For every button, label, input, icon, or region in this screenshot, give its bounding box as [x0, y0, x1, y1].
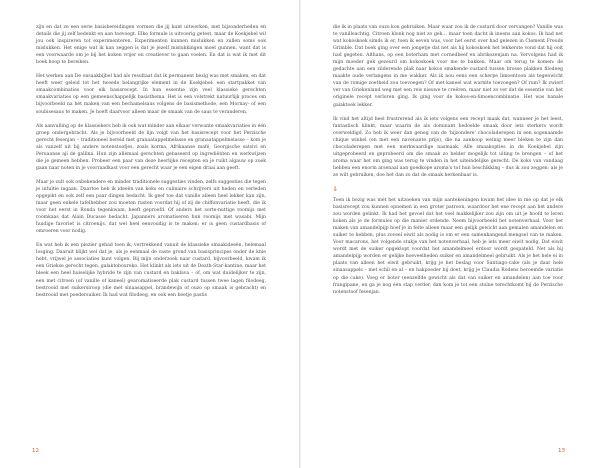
paragraph: die ik in plaats van ouzo kon gebruiken. Maar waar zou ik de custard door vervangen? Vanille was te vanilleachtig. Citroen klonk nog niet zo gek… maar toen dacht ik ineens aan kokos. Ik had net wat kokoskoek simds ik er, toen ik eeven was, voor het eerst over had gelezen in Clement Freuds Grimble. Dat boek ging over een jongetje dat net als hij kokoskoek het lekkerste vond dat hij ooit had gegeten. Althans, op een boterham met cornedbeef en abrikozenjam na. Vervolgens had ik mijn moeder gek gezeurd om kokoskoek voor me te bakken. Maar om terug te komen: de gedachte aan een zilderende plak naar kokos smakende custard tussen brosse plakken filodeeg maakte oude verlangens in me wakker. Als ik nou eens een scherpe limoentoon als tegenwicht van de romige zoetheid zou toevoegen? Of met kaneel wat warmte toevoegen? Of rum? Ik zwierf ver van Griekenland weg met een reis nieuwe te creëren, maar niet zo ver dat de essentie van het originele recept verloren ging. Ik ging voor de kokos-en-limoencombinatie. Het was banale galaktoek lekker.: [333, 25, 563, 108]
paragraph: Ik vind het altijd heel frustrerend als ik iets volgens een recept maak dat, wanneer je het leest, fantastisch klinkt, maar waarin de als dominant bedoelde smaak door iets sterkers wordt overweldigd. Zo heb ik weer dan geneg van de 'bijzondere' chocoladerepen in een sogenaamde chique winkel (en met een navenante prijs), die na aankoop weinig meer bleken te zijn dan chocoladerepen met een merkwaardige nasmaak. Alle smaakopties in de Koekjebel zijn uitgeprobeerd en geprobeerd om die smaak zo helder mogelijk tot uiting te brengen – of het aroma waar het om ging was terug te vinden in het uiteindelijke gerecht. De koks van vandaag hebben een enorm arsenaal aan goedkope aroma's tot hun beschikking – dus ik zou zeggen: als je ze wilt gebruiken, doe het dan zo dat de smaak herkenbaar is.: [333, 116, 563, 178]
paragraph: Maar je zult ook onbekendere en minder traditionele suggesties vinden, zelfs suggesties die tegen je intuïtie ingaan. Daartoe heb ik ideeën van koks en culinaire schrijvers uit heden en verleden opgepikt en ook zelf een paar dingen bedacht. Ik geef toe dat vanille alleen heel lekker kan zijn, maar geen enkele tafelhebber zou moeten rusten voordat hij of zij de chiffonvariatie heeft, die ik voor het eerst in Ronda tegenkwam, heeft geproefd. Of anders het sorte-nuttige roomijs met roomkaas dat Alain Ducasse bedacht. Japanners aromatiseren hun roomijs met wasabi. Mijn huidige favoriet is citroenijs, dat wel heel eenvoudig is te maken: er is geen custardbasis of omroeren voor nodig.: [36, 179, 266, 235]
paragraph: Als aanvulling op de klassiekers heb ik ook wat minder aan elkaar verwante smaakvariaties in één groep ondergebracht. Als je bijvoorbeeld de lijn volgt van het basisrecept voor het Perzische gerecht fesenjan – traditioneel bereid met granaatappelmelasse en granaatappelmelasse – kom je als vanzelf uit bij andere notenstoofjes, zoals korma, Afrikaanse mafé, Georgische satsivi en Peruaanse ají de gallina. Hun zijn allemaal gerechten gebaseerd op ingrediënten en werkwijzen die je gemeen hebben. Probeer een paar van deze heerlijke recepten en je ruikt algauw op zoek gaan naar noten in je voorraadkast voor een gerecht waar je een eigen draai aan geeft.: [36, 123, 266, 171]
page-number-right: 13: [558, 448, 566, 454]
paragraph: En wat heb ik een plezier gehad toen ik, vertrekkend vanuit de klassieke smaakideeën, helemaal losging. Daaruit blijkt wel dat je, als je eenmaal de vaste grond van basisprincipes onder de knie hebt, vrijwel je associaties kunt volgen. Bij mijn onderzoek naar custard, bijvoorbeeld, kwam ik een Griekse gerecht tegen, galaktoboureko. Het klinkt als iets uit de Death-Star-kantine, maar het bleek een heel huiselijke hybride te zijn van custard en baklava – of, om wat duidelijker te zijn, een met citroen (of vanille of kaneel) gearomatiseerde plak custard tussen twee lagen filodeeg, bestrooid met suikersiroop (die met sinaasappel, brandewijn of ouzo op smaak is gebracht) en bestrooid met poedersuiker. Ik had wat filodeeg, en ook een beetje pastis: [36, 243, 266, 298]
paragraph: Het werken aan De onsaakbijbel had als resultaat dat ik permanent bezig was met smaken, en dat heeft weer geleid tot het tweede belangrijke element in de Koekjebel: een startpakket van smaakcombinaties voor elk basisrecept. In hun essentie zijn veel klassieke gerechten smaakvariaties op een gemeenschappelijk basisthema. Het is een volstrekt natuurlijk proces om bijvoorbeeld na het maken van een bechamelsaus volgens de basismethode, een Mornay- of een soubisesaus te maken. Je hoeft daarvoor alleen maar de smaak van de saus te veranderen.: [36, 74, 266, 115]
paragraph: Toen ik bezig was met het uitzoeken van mijn aantekeningen kwam het idee in me op dat je elk basisrecept zou kunnen opnemen in een groter patroon, waardoor het ene recept aan het andere zou worden gelinkt. Ik had het gevoel dat het veel makkelijker zou zijn om uit je hoofd te leren koken als je de formules op die manier ordende. Neem bijvoorbeeld het notenverhaal. Voor het maken van amandelpijp hoef je in feite alleen maar een gelijk gewicht aan gemalen amandelen en suiker te hebben, plus zoveel eiwit als nodig is om er een samenhangend mengsel van te maken. Voor macarons, het volgende stukje van het notenverhaal, heb je iets meer eiwit nodig. Dat eiwit wordt met de suiker opgeklopt voordat het amandelmeel erdoor wordt gespateld. Net als bij amandelpijp worden er gelijke hoeveelheden suiker en amandelmeel gebruikt. Als je het hele ei in plaats van alleen het eiwit gebruikt, krijg je het beslag voor Santiago-cake (als je daar hele sinaasappels – met schil en al – en bakpoeder bij doet, krijg je Claudia Rodens beroemde variatie op die cake). Voeg er boter (eenzelfde gewicht als dat van suiker en amandelen) aan toe voor frangipane, en ga je nog één stap verder, dan kom je tot een stoïne terechtkomt bij de Perzische notenstoof fesenjan.: [333, 197, 563, 295]
section-marker-icon: ⇩: [333, 185, 339, 193]
left-page-text: [36, 24, 266, 306]
right-page-text: [333, 24, 563, 296]
page-number-left: 12: [32, 448, 40, 454]
page-gutter: [299, 0, 301, 468]
paragraph: zijn en dat ze een serie basisbereidingen vormen die jij kunt uitwerken, met bijzonderheden en details die jij zelf bedenkt en aan toevoegt. Elke formule is uitvoerig getest, maar de Koekjebel wil jou ook inspireren tot experimenteren. Experimenten kunnen mislukken en zullen soms ook mislukken. Het enige wat ik kan zeggen is dat je jezelf mislukkingen moet gunnen, want dat is een voorwaarde om je bij het koken vrijer en creatiever te gaan voelen. En dat is wat ik met dit boek hoop te bereiken.: [36, 25, 266, 66]
